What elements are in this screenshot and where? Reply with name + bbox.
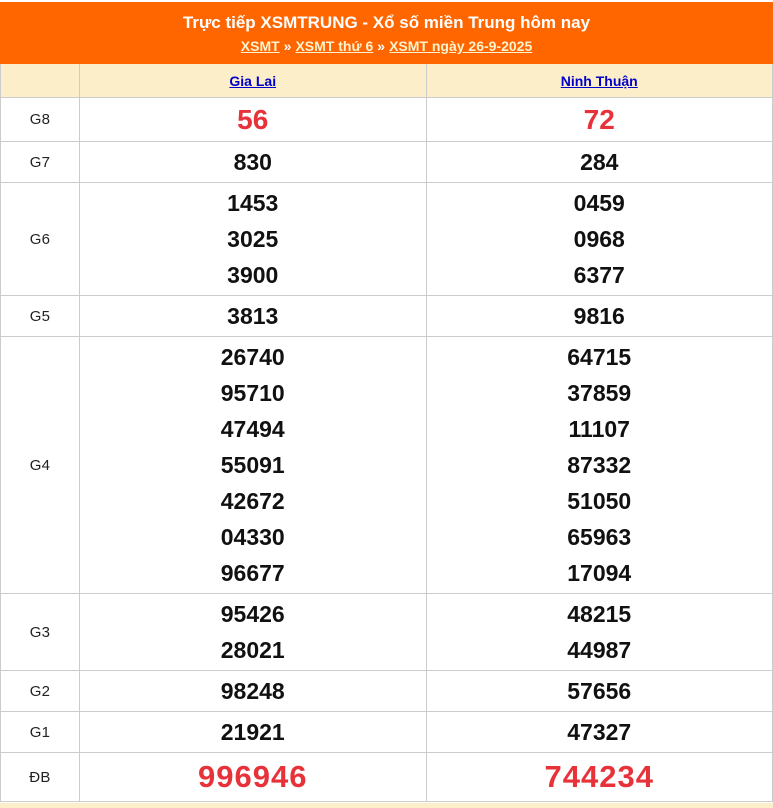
prize-values-cell: [79, 671, 426, 711]
prize-number: 64715: [567, 344, 632, 370]
prize-label: G6: [29, 230, 51, 248]
prize-label-cell: [1, 712, 79, 752]
prize-number: 744234: [544, 759, 654, 794]
prize-number: 47327: [567, 719, 632, 745]
prize-number: 57656: [567, 678, 632, 704]
breadcrumb-separator: »: [377, 38, 386, 54]
table-row: [1, 182, 772, 295]
prize-number: 17094: [567, 560, 632, 586]
prize-label: G7: [29, 153, 51, 171]
prize-number: 3025: [227, 226, 279, 252]
table-row: [1, 593, 772, 670]
prize-number: 72: [583, 104, 615, 135]
column-header-ninh-thuan: [426, 64, 773, 97]
prize-number: 9816: [573, 303, 625, 329]
prize-values-cell: [79, 142, 426, 182]
prize-number: 21921: [220, 719, 285, 745]
table-row: [1, 752, 772, 802]
breadcrumb-link[interactable]: XSMT thứ 6: [295, 38, 374, 54]
prize-number: 0459: [573, 190, 625, 216]
prize-values-cell: [79, 183, 426, 295]
prize-number: 26740: [220, 344, 285, 370]
prize-label: ĐB: [29, 768, 51, 786]
prize-label-cell: [1, 296, 79, 336]
prize-number: 51050: [567, 488, 632, 514]
prize-number: 44987: [567, 637, 632, 663]
prize-values-cell: [426, 753, 773, 801]
prize-number: 98248: [220, 678, 285, 704]
prize-number: 11107: [568, 416, 630, 442]
prize-number: 3900: [227, 262, 279, 288]
prize-values-cell: [426, 142, 773, 182]
table-header-row: [1, 64, 772, 97]
prize-values-cell: [79, 594, 426, 670]
prize-number: 04330: [220, 524, 285, 550]
prize-number: 1453: [227, 190, 279, 216]
prize-number: 95710: [220, 380, 285, 406]
prize-label: G3: [29, 623, 51, 641]
table-row: [1, 711, 772, 752]
breadcrumb-link[interactable]: XSMT ngày 26-9-2025: [389, 38, 533, 54]
page-title: Trực tiếp XSMTRUNG - Xổ số miền Trung hôm nay: [182, 13, 591, 32]
results-table: [0, 64, 773, 802]
prize-label-cell: [1, 337, 79, 593]
prize-number: 284: [580, 149, 619, 175]
prize-values-cell: [426, 296, 773, 336]
prize-values-cell: [79, 296, 426, 336]
prize-label: G1: [29, 723, 51, 741]
table-row: [1, 336, 772, 593]
breadcrumb: [8, 38, 765, 54]
column-header-gia-lai: [79, 64, 426, 97]
prize-number: 95426: [220, 601, 285, 627]
prize-values-cell: [79, 337, 426, 593]
prize-number: 42672: [220, 488, 285, 514]
province-link-gia-lai[interactable]: Gia Lai: [229, 72, 277, 89]
footer-strip: [0, 802, 773, 808]
prize-number: 830: [233, 149, 272, 175]
prize-values-cell: [426, 594, 773, 670]
prize-label-cell: [1, 183, 79, 295]
prize-label-cell: [1, 98, 79, 141]
prize-label: G8: [29, 111, 51, 128]
table-body: [1, 97, 772, 802]
prize-number: 56: [237, 104, 269, 135]
table-row: [1, 97, 772, 141]
table-row: [1, 141, 772, 182]
prize-values-cell: [426, 712, 773, 752]
prize-label: G5: [29, 307, 51, 325]
header: [0, 0, 773, 64]
prize-number: 28021: [220, 637, 285, 663]
breadcrumb-separator: »: [283, 38, 292, 54]
prize-number: 6377: [573, 262, 625, 288]
prize-number: 48215: [567, 601, 632, 627]
prize-number: 55091: [220, 452, 285, 478]
prize-number: 65963: [567, 524, 632, 550]
prize-number: 47494: [220, 416, 285, 442]
prize-number: 996946: [198, 759, 308, 794]
province-link-ninh-thuan[interactable]: Ninh Thuận: [560, 72, 638, 89]
prize-label-cell: [1, 594, 79, 670]
prize-values-cell: [426, 671, 773, 711]
prize-values-cell: [79, 753, 426, 801]
prize-number: 96677: [220, 560, 285, 586]
table-row: [1, 295, 772, 336]
prize-values-cell: [426, 337, 773, 593]
prize-label: G2: [29, 682, 51, 700]
prize-number: 3813: [227, 303, 279, 329]
prize-number: 87332: [567, 452, 632, 478]
prize-values-cell: [79, 712, 426, 752]
prize-label-cell: [1, 142, 79, 182]
prize-values-cell: [426, 98, 773, 141]
breadcrumb-link[interactable]: XSMT: [240, 38, 280, 54]
prize-number: 0968: [573, 226, 625, 252]
prize-label: G4: [29, 456, 51, 474]
prize-column-header: [1, 64, 79, 97]
prize-values-cell: [426, 183, 773, 295]
prize-number: 37859: [567, 380, 632, 406]
prize-label-cell: [1, 671, 79, 711]
prize-label-cell: [1, 753, 79, 801]
prize-values-cell: [79, 98, 426, 141]
table-row: [1, 670, 772, 711]
